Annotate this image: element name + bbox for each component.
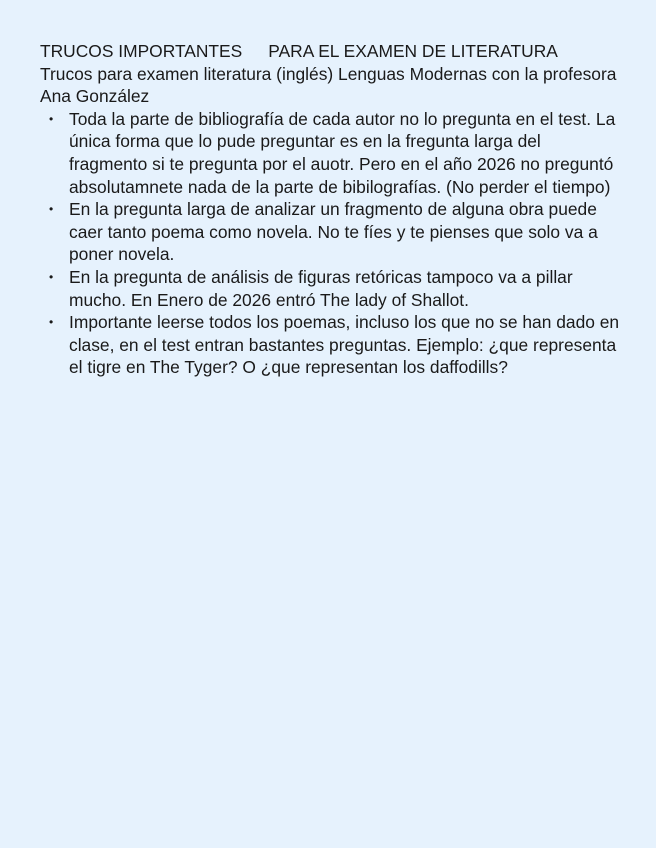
document-title — [40, 40, 620, 63]
bullet-icon: • — [49, 202, 54, 217]
document-subtitle: Trucos para examen literatura (inglés) Lenguas Modernas con la profesora Ana González — [40, 63, 617, 107]
list-item — [40, 311, 620, 379]
title-right: PARA EL EXAMEN DE LITERATURA — [268, 41, 558, 61]
tip-text: Toda la parte de bibliografía de cada autor no lo pregunta en el test. La única forma que lo pude preguntar es en la fregunta larga del fragmento si te pregunta por el auotr. Pero en el año 2026 no preguntó absolutamnete nada de la parte de bibilografías. (No perder el tiempo) — [69, 108, 616, 197]
list-item — [40, 266, 620, 311]
list-item — [40, 108, 620, 198]
tip-text: En la pregunta larga de analizar un fragmento de alguna obra puede caer tanto poema como novela. No te fíes y te pienses que solo va a poner novela. — [69, 199, 598, 265]
list-item — [40, 198, 620, 266]
tips-list — [40, 108, 620, 379]
tip-text: En la pregunta de análisis de figuras retóricas tampoco va a pillar mucho. En Enero de 2026 entró The lady of Shallot. — [69, 266, 573, 310]
title-left: TRUCOS IMPORTANTES — [40, 41, 243, 61]
tip-text: Importante leerse todos los poemas, incluso los que no se han dado en clase, en el test entran bastantes preguntas. Ejemplo: ¿que representa el tigre en The Tyger? O ¿que representan los daffodills? — [69, 312, 620, 378]
bullet-icon: • — [49, 269, 54, 284]
bullet-icon: • — [49, 315, 54, 330]
bullet-icon: • — [49, 111, 54, 126]
document-body — [40, 40, 620, 379]
